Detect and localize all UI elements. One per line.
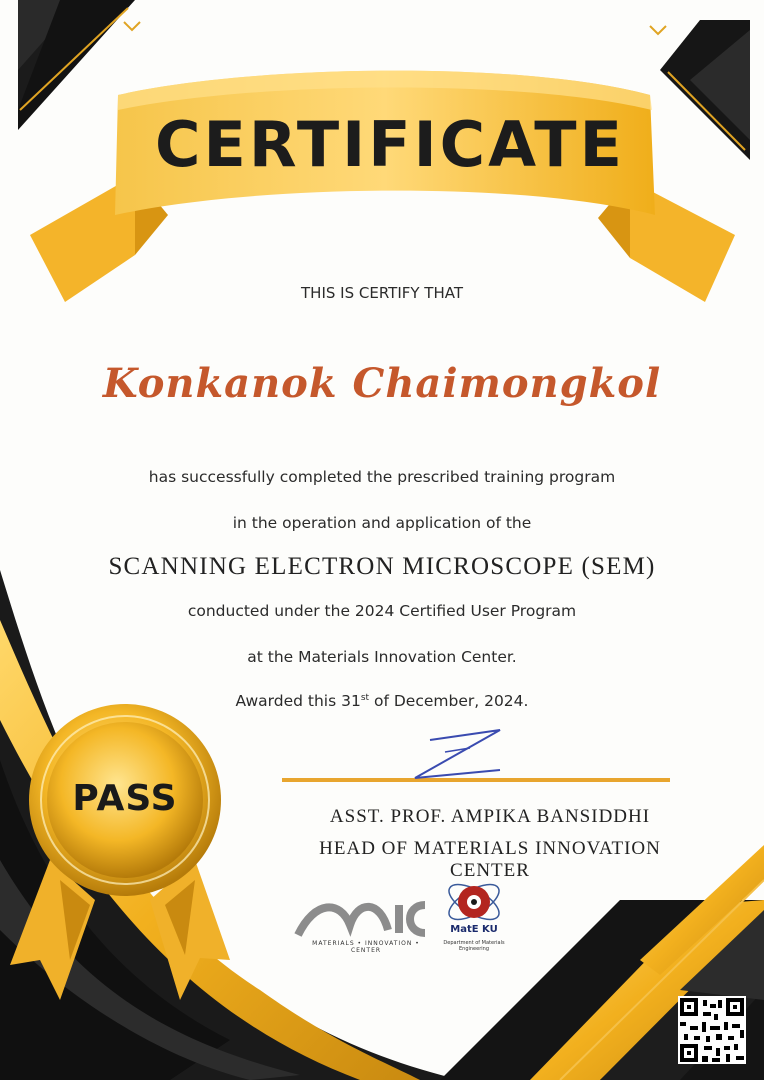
recipient-name: Konkanok Chaimongkol: [102, 360, 662, 407]
awarded-prefix: Awarded this 31: [235, 692, 361, 710]
signature-line: [282, 778, 670, 782]
intro-text: THIS IS CERTIFY THAT: [301, 284, 463, 302]
signature-icon: [415, 730, 500, 778]
awarded-date: [0, 692, 764, 710]
mic-logo-subtitle: MATERIALS • INNOVATION • CENTER: [312, 940, 420, 954]
qr-code-icon: [678, 996, 746, 1064]
body-line-1: has successfully completed the prescribed training program: [148, 468, 616, 486]
pass-label: PASS: [72, 778, 178, 819]
signatory-name: ASST. PROF. AMPIKA BANSIDDHI: [329, 806, 651, 827]
certificate-ribbon: [30, 71, 735, 302]
body-line-3: conducted under the 2024 Certified User Program: [187, 602, 577, 620]
body-line-4: at the Materials Innovation Center.: [247, 648, 517, 666]
program-name: SCANNING ELECTRON MICROSCOPE (SEM): [108, 553, 656, 580]
top-right-corner-decoration: [650, 20, 750, 160]
ku-logo-name: MatE KU: [450, 924, 498, 935]
mic-logo-icon: [298, 905, 425, 935]
ku-logo-icon: [444, 878, 504, 927]
ku-logo-subtitle: Department of Materials Engineering: [443, 940, 505, 952]
awarded-suffix: of December, 2024.: [369, 692, 529, 710]
body-line-2: in the operation and application of the: [232, 514, 532, 532]
signatory-title: HEAD OF MATERIALS INNOVATION CENTER: [319, 838, 661, 881]
certificate-title: CERTIFICATE: [155, 108, 625, 181]
awarded-ordinal: st: [360, 692, 370, 703]
